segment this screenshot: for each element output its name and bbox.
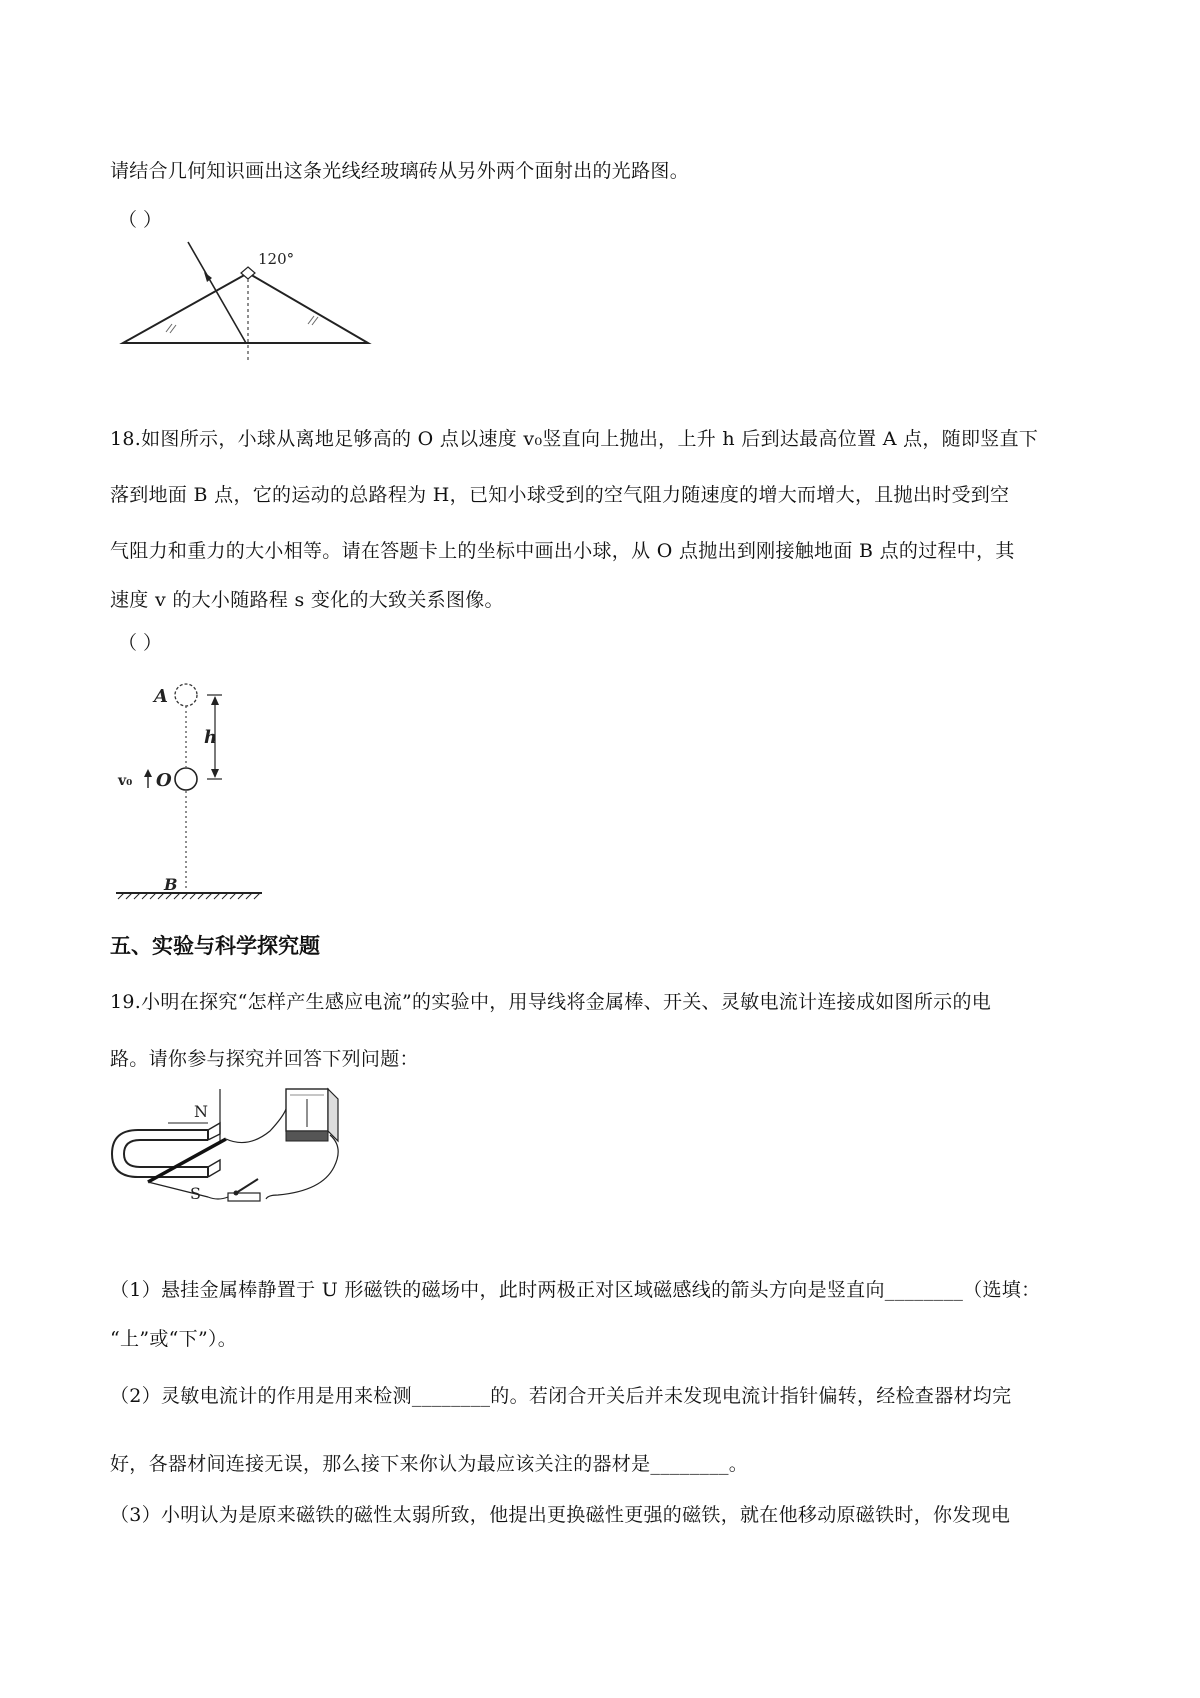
- q18-line-1: 18.如图所示，小球从离地足够高的 O 点以速度 v₀竖直向上抛出，上升 h 后到达最高位置 A 点，随即竖直下: [110, 428, 1039, 450]
- label-h: h: [204, 727, 218, 748]
- ball-figure: [112, 678, 272, 908]
- q18-answer-blank: （ ）: [118, 632, 163, 654]
- label-S: S: [190, 1184, 201, 1203]
- q19-part2-line-1: （2）灵敏电流计的作用是用来检测________的。若闭合开关后并未发现电流计指针偏转，经检查器材均完: [110, 1385, 1012, 1407]
- label-O: O: [156, 770, 172, 791]
- q18-line-2: 落到地面 B 点，它的运动的总路程为 H，已知小球受到的空气阻力随速度的增大而增大，且抛出时受到空: [110, 484, 1010, 506]
- prism-figure: [118, 240, 408, 390]
- angle-label: 120°: [258, 250, 295, 268]
- q17-instruction: 请结合几何知识画出这条光线经玻璃砖从另外两个面射出的光路图。: [110, 160, 690, 182]
- label-B: B: [164, 875, 178, 894]
- q17-answer-blank: （ ）: [118, 209, 163, 231]
- q19-part1-line-2: “上”或“下”）。: [110, 1328, 238, 1350]
- q18-line-3: 气阻力和重力的大小相等。请在答题卡上的坐标中画出小球，从 O 点抛出到刚接触地面 B 点的过程中，其: [110, 540, 1015, 562]
- q19-part1-line-1: （1）悬挂金属棒静置于 U 形磁铁的磁场中，此时两极正对区域磁感线的箭头方向是竖直向________（选填：: [110, 1279, 1041, 1301]
- q19-part3-line-1: （3）小明认为是原来磁铁的磁性太弱所致，他提出更换磁性更强的磁铁，就在他移动原磁铁时，你发现电: [110, 1504, 1011, 1526]
- label-A: A: [154, 686, 168, 707]
- q19-line-1: 19.小明在探究“怎样产生感应电流”的实验中，用导线将金属棒、开关、灵敏电流计连接成如图所示的电: [110, 991, 992, 1013]
- q19-line-2: 路。请你参与探究并回答下列问题：: [110, 1048, 419, 1070]
- section-heading: 五、实验与科学探究题: [110, 934, 320, 958]
- q19-part2-line-2: 好，各器材间连接无误，那么接下来你认为最应该关注的器材是________。: [110, 1453, 749, 1475]
- label-N: N: [194, 1102, 208, 1121]
- label-v0: v₀: [118, 773, 133, 789]
- circuit-figure: [108, 1087, 368, 1212]
- q18-line-4: 速度 v 的大小随路程 s 变化的大致关系图像。: [110, 589, 504, 611]
